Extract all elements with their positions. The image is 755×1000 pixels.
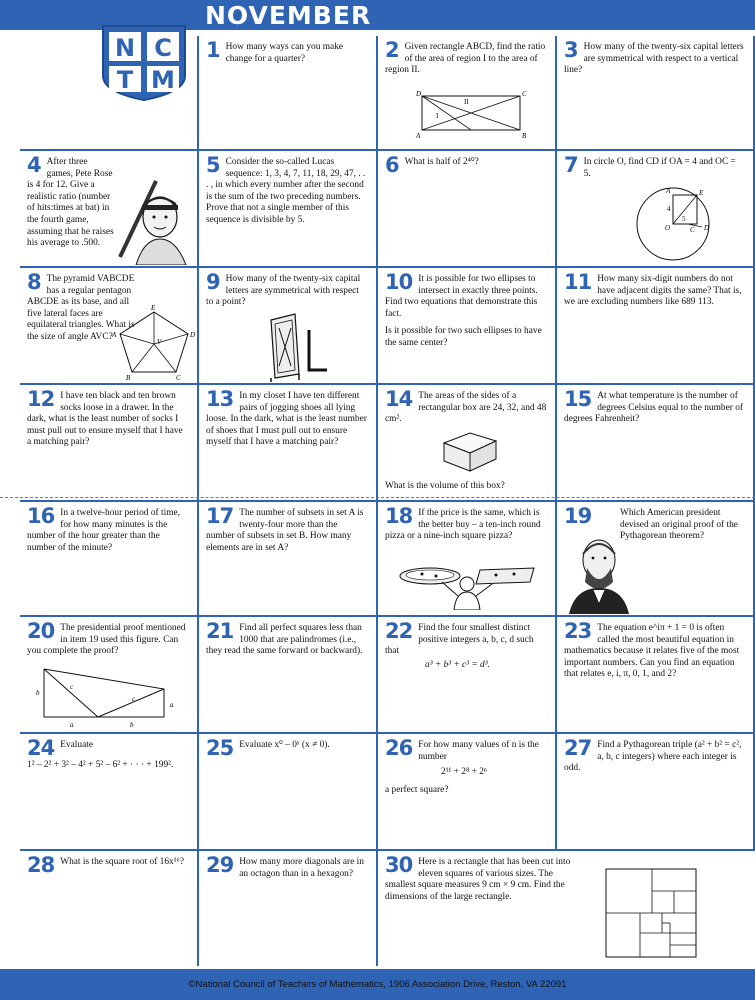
cell-day-3: [557, 36, 755, 151]
label-a: A: [416, 132, 421, 140]
cell-day-11: [557, 268, 755, 385]
footer-band: [0, 969, 755, 1000]
mirror-letter-illustration: [261, 308, 341, 382]
problem-text: How many of the twenty-six capital letters are symmetrical with respect to a vertical line?: [564, 42, 744, 76]
day-number: 24: [27, 736, 55, 760]
formula: a³ + b³ + c³ = d³.: [425, 659, 490, 670]
label-b: b: [36, 689, 40, 697]
problem-text: For how many values of n is the number: [418, 740, 539, 762]
logo-letter-n: N: [114, 34, 136, 62]
cut-line: [0, 497, 755, 498]
problem-text: The number of subsets in set A is twenty-four more than the number of subsets in set B. How many elements are in set A?: [206, 508, 364, 553]
problem-text: What is half of 2⁴⁰?: [404, 157, 479, 167]
label-a: A: [112, 331, 117, 339]
cell-logo: [20, 36, 199, 151]
problem-text: If the price is the same, which is the better buy – a ten-inch round pizza or a nine-inch square pizza?: [385, 508, 541, 542]
day-number: 12: [27, 387, 55, 411]
problem-text: How many of the twenty-six capital letters are symmetrical with respect to a point?: [206, 274, 361, 308]
squared-rectangle-figure: [604, 867, 698, 959]
label-c: C: [690, 226, 695, 234]
logo-letter-t: T: [116, 66, 134, 94]
problem-text: How many six-digit numbers do not have adjacent digits the same? That is, we are excluding numbers like 689 113.: [564, 274, 742, 308]
day-number: 22: [385, 619, 413, 643]
label-e: E: [699, 189, 704, 197]
cell-day-1: [199, 36, 378, 151]
day-number: 20: [27, 619, 55, 643]
logo-letter-m: M: [151, 66, 175, 94]
cell-day-21: [199, 617, 378, 734]
rectangle-figure: [414, 90, 529, 140]
day-number: 27: [564, 736, 592, 760]
problem-text-2: What is the volume of this box?: [385, 481, 505, 491]
day-number: 5: [206, 153, 220, 177]
cell-day-27: [557, 734, 755, 851]
label-4: 4: [667, 205, 671, 213]
cell-day-10: [378, 268, 557, 385]
problem-text: Here is a rectangle that has been cut into eleven squares of various sizes. The smallest square measures 9 cm × 9 cm. Find the dimensions of the large rectangle.: [385, 857, 571, 902]
day-number: 30: [385, 853, 413, 877]
cell-day-29: [199, 851, 378, 966]
problem-text: The equation e^iπ + 1 = 0 is often called the most beautiful equation in mathematics because it relates five of the most important numbers. Can you find an equation that relates e, i, π, 0, 1, and 2?: [564, 623, 740, 680]
cell-day-26: [378, 734, 557, 851]
cell-day-20: [20, 617, 199, 734]
pizza-illustration: [392, 558, 542, 610]
problem-text: Given rectangle ABCD, find the ratio of the area of region I to the area of region II.: [385, 42, 546, 76]
cell-day-14: [378, 385, 557, 502]
problem-text: Evaluate x⁰ – 0ˣ (x ≠ 0).: [239, 740, 330, 750]
label-a: A: [666, 187, 671, 195]
cell-day-24: [20, 734, 199, 851]
day-number: 6: [385, 153, 399, 177]
day-number: 11: [564, 270, 592, 294]
label-c: C: [522, 90, 527, 98]
day-number: 28: [27, 853, 55, 877]
day-number: 23: [564, 619, 592, 643]
region-i: I: [436, 112, 439, 120]
formula: 1² – 2² + 3² – 4² + 5² – 6² + · · · + 199².: [27, 759, 174, 770]
problem-text: The areas of the sides of a rectangular box are 24, 32, and 48 cm².: [385, 391, 547, 425]
region-ii: II: [464, 98, 469, 106]
label-c: c: [70, 683, 74, 691]
label-v: V: [157, 338, 162, 346]
day-number: 16: [27, 504, 55, 528]
problem-text: Find all perfect squares less than 1000 that are palindromes (i.e., they read the same forward or backward).: [206, 623, 363, 657]
cell-day-18: [378, 502, 557, 617]
problem-text: Find the four smallest distinct positive integers a, b, c, d such that: [385, 623, 534, 657]
day-number: 21: [206, 619, 234, 643]
day-number: 15: [564, 387, 592, 411]
cell-day-28: [20, 851, 199, 966]
label-a-2: a: [70, 721, 74, 729]
cell-day-8: [20, 268, 199, 385]
day-number: 1: [206, 38, 220, 62]
cell-day-4: [20, 151, 199, 268]
problem-text: In my closet I have ten different pairs of jogging shoes all lying loose. In the dark, what is the least number of shoes that I must pull out to ensure myself that I have a matching pair?: [206, 391, 367, 448]
trapezoid-figure: [34, 659, 184, 731]
problem-text: After three games, Pete Rose is 4 for 12. Give a realistic ratio (number of hits:times at bat) in the fourth game, assuming that he raises his average to .500.: [27, 157, 114, 249]
problem-text: Find a Pythagorean triple (a² + b² = c², a, b, c integers) where each integer is odd.: [564, 740, 742, 774]
label-d: D: [704, 224, 710, 232]
problem-text: At what temperature is the number of degrees Celsius equal to the number of degrees Fahrenheit?: [564, 391, 744, 425]
day-number: 8: [27, 270, 41, 294]
day-number: 10: [385, 270, 413, 294]
cell-day-15: [557, 385, 755, 502]
problem-text-2: a perfect square?: [385, 784, 449, 795]
label-c: C: [176, 374, 181, 382]
cell-day-16: [20, 502, 199, 617]
box-figure: [440, 425, 500, 475]
president-portrait: [563, 530, 633, 614]
copyright-text: ©National Council of Teachers of Mathematics, 1906 Association Drive, Reston, VA 22091: [188, 979, 567, 990]
problem-text: Which American president devised an original proof of the Pythagorean theorem?: [620, 508, 738, 542]
label-e: E: [151, 304, 156, 312]
day-number: 2: [385, 38, 399, 62]
day-number: 3: [564, 38, 578, 62]
problem-text: How many ways can you make change for a quarter?: [225, 42, 344, 64]
cell-day-23: [557, 617, 755, 734]
problem-text: What is the square root of 16x¹⁶?: [60, 857, 184, 867]
cell-day-17: [199, 502, 378, 617]
formula: 2¹¹ + 2⁸ + 2ⁿ: [441, 767, 487, 778]
label-o: O: [665, 224, 671, 232]
label-5: 5: [682, 215, 686, 223]
problem-text-2: Is it possible for two such ellipses to have the same center?: [385, 326, 542, 348]
day-number: 9: [206, 270, 220, 294]
label-b: B: [522, 132, 527, 140]
day-number: 29: [206, 853, 234, 877]
problem-text: The pyramid VABCDE has a regular pentagon ABCDE as its base, and all five lateral faces are equilateral triangles. What is the size of angle AVC?: [27, 274, 135, 342]
problem-text: Evaluate: [60, 740, 94, 750]
baseball-player-illustration: [114, 177, 196, 265]
cell-day-9: [199, 268, 378, 385]
day-number: 4: [27, 153, 41, 177]
cell-day-7: [557, 151, 755, 268]
logo-letter-c: C: [154, 34, 172, 62]
problem-text: In circle O, find CD if OA = 4 and OC = 5.: [583, 157, 736, 179]
problem-text: The presidential proof mentioned in item 19 used this figure. Can you complete the proof?: [27, 623, 186, 657]
label-d: D: [190, 331, 196, 339]
problem-text: In a twelve-hour period of time, for how many minutes is the number of the hour greater than the number of the minute?: [27, 508, 180, 553]
cell-day-22: [378, 617, 557, 734]
label-d: D: [416, 90, 422, 98]
day-number: 13: [206, 387, 234, 411]
label-b: B: [126, 374, 131, 382]
circle-figure: [632, 183, 714, 265]
problem-text: How many more diagonals are in an octagon than in a hexagon?: [239, 857, 364, 879]
cell-day-13: [199, 385, 378, 502]
cell-day-2: [378, 36, 557, 151]
cell-day-30: [378, 851, 755, 966]
cell-day-25: [199, 734, 378, 851]
cell-day-5: [199, 151, 378, 268]
problem-text: It is possible for two ellipses to intersect in exactly three points. Find two equations that demonstrate this fact.: [385, 274, 538, 319]
day-number: 17: [206, 504, 234, 528]
day-number: 19: [564, 504, 592, 528]
pyramid-figure: [112, 304, 196, 382]
label-a: a: [170, 701, 174, 709]
day-number: 25: [206, 736, 234, 760]
label-c-2: c: [132, 695, 136, 703]
day-number: 18: [385, 504, 413, 528]
day-number: 7: [564, 153, 578, 177]
cell-day-12: [20, 385, 199, 502]
calendar-grid: [20, 36, 755, 966]
label-b-2: b: [130, 721, 134, 729]
day-number: 14: [385, 387, 413, 411]
cell-day-19: [557, 502, 755, 617]
cell-day-6: [378, 151, 557, 268]
problem-text: I have ten black and ten brown socks loose in a drawer. In the dark, what is the least number of socks I must pull out to ensure myself that I have a matching pair?: [27, 391, 183, 448]
day-number: 26: [385, 736, 413, 760]
problem-text: Consider the so-called Lucas sequence: 1, 3, 4, 7, 11, 18, 29, 47, . . . , in which every number after the second is the sum of the two preceding numbers. Prove that not a single member of this sequence is divisible by 5.: [206, 157, 366, 225]
month-title: NOVEMBER: [205, 1, 372, 30]
